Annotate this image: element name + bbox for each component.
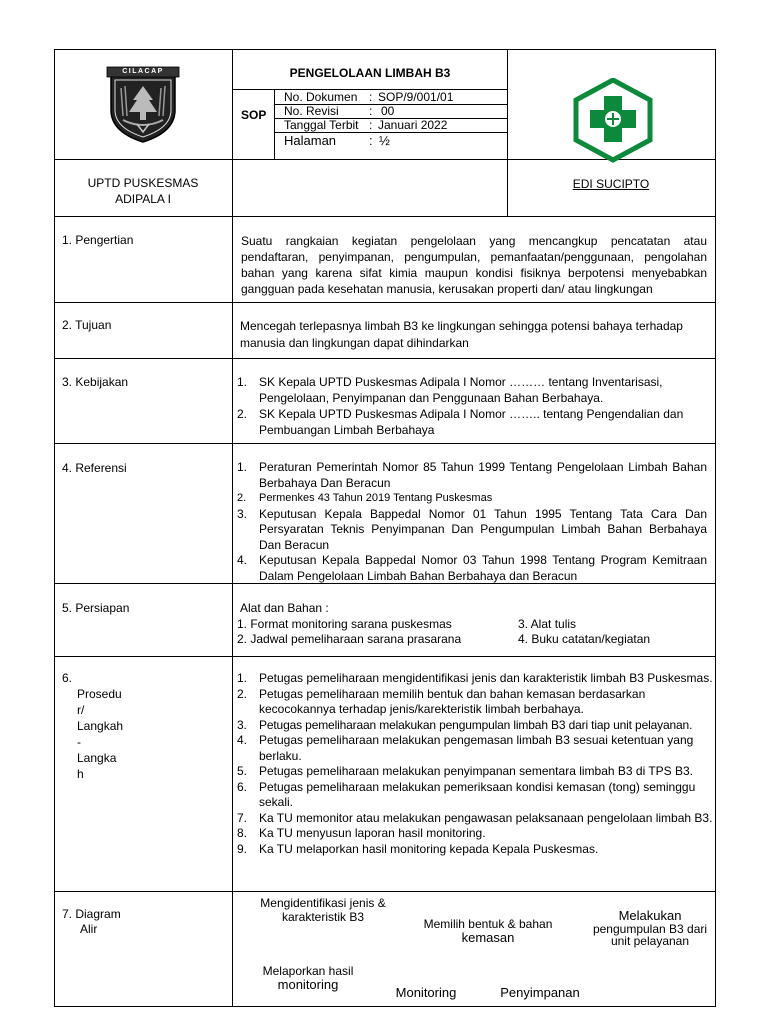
revision-label: No. Revisi [284, 104, 339, 118]
kebijakan-label: 3. Kebijakan [62, 375, 129, 389]
row-divider-kebijakan [54, 443, 716, 444]
flow-node-identify: Mengidentifikasi jenis & karakteristik B3 [260, 896, 386, 924]
row-divider-org [54, 216, 716, 217]
table-border-bottom [54, 1006, 716, 1007]
persiapan-item-1: 1. Format monitoring sarana puskesmas [237, 617, 452, 631]
list-item: 6. Petugas pemeliharaan melakukan pemeriksaan kondisi kemasan (tong) seminggu sekali. [237, 779, 696, 809]
table-border-top [54, 49, 716, 50]
sop-divider [274, 89, 275, 160]
page-sep: : [369, 133, 373, 148]
list-item: 2. Permenkes 43 Tahun 2019 Tentang Puskesmas [237, 492, 493, 504]
list-item: 4. Keputusan Kepala Bappedal Nomor 03 Tahun 1998 Tentang Program Kemitraan Dalam Pengelolaan Limbah Bahan Berbahaya dan Beracun [237, 553, 707, 583]
page-label: Halaman [284, 133, 337, 148]
sop-label: SOP [241, 108, 267, 122]
org-name-line2: ADIPALA I [115, 192, 171, 206]
list-item: 8. Ka TU menyusun laporan hasil monitoring. [237, 826, 486, 840]
prosedur-label-line: - [77, 735, 81, 749]
flow-node-report: Melaporkan hasil monitoring [262, 964, 354, 992]
signer-name: EDI SUCIPTO [572, 177, 650, 191]
prosedur-label-line: Langka [77, 751, 117, 765]
row-divider-pengertian [54, 302, 716, 303]
list-item: 5. Petugas pemeliharaan melakukan penyimpanan sementara limbah B3 di TPS B3. [237, 764, 694, 778]
list-item: 4. Petugas pemeliharaan melakukan pengemasan limbah B3 sesuai ketentuan yang berlaku. [237, 733, 694, 763]
prosedur-number: 6. [62, 671, 73, 685]
referensi-list [237, 460, 707, 584]
list-item: 2. Petugas pemeliharaan memilih bentuk dan bahan kemasan berdasarkan kecocokannya terhadap jenis/karekteristik limbah berbahaya. [237, 686, 646, 716]
row-divider-tujuan [54, 358, 716, 359]
doc-number-value: SOP/9/001/01 [378, 90, 454, 104]
list-item: 2. SK Kepala UPTD Puskesmas Adipala I Nomor …….. tentang Pengendalian dan Pembuangan Limbah Berbahaya [237, 407, 684, 437]
health-logo [570, 78, 656, 164]
tujuan-text: Mencegah terlepasnya limbah B3 ke lingkungan sehingga potensi bahaya terhadap manusia dan lingkungan dapat dihindarkan [240, 319, 683, 350]
table-border-right [715, 49, 716, 1007]
org-name-line1: UPTD PUSKESMAS [87, 176, 199, 190]
pengertian-text: Suatu rangkaian kegiatan pengelolaan yang mencangkup pencatatan atau pendaftaran, penyimpanan, pengumpulan, pemanfaatan/penggunaan, pengolahan bahan yang karena sifat kimia maupun kondisi fisiknya berpotensi menyebabkan gangguan pada kesehatan manusia, kerusakan properti dan/ atau lingkungan [241, 234, 707, 296]
green-cross-icon [570, 78, 656, 164]
persiapan-intro: Alat dan Bahan : [240, 601, 329, 615]
list-item: 1. Petugas pemeliharaan mengidentifikasi jenis dan karakteristik limbah B3 Puskesmas. [237, 671, 713, 685]
shield-emblem-icon [103, 66, 183, 144]
row-divider-prosedur [54, 891, 716, 892]
doc-number-label: No. Dokumen [284, 90, 358, 104]
referensi-label: 4. Referensi [62, 461, 127, 475]
issue-date-value: Januari 2022 [378, 118, 448, 132]
pengertian-label: 1. Pengertian [62, 233, 134, 247]
column-divider [232, 49, 233, 1007]
flow-node-monitoring: Monitoring [395, 985, 457, 1000]
persiapan-item-3: 3. Alat tulis [518, 617, 577, 631]
kebijakan-list [237, 374, 711, 438]
doc-number-sep: : [369, 90, 373, 104]
prosedur-list [237, 671, 713, 857]
flow-node-storage: Penyimpanan [500, 985, 580, 1000]
page-value: ½ [379, 133, 390, 148]
logo-text: CILACAP [122, 68, 164, 75]
prosedur-label-line: Prosedu [77, 687, 122, 701]
diagram-label: 7. Diagram [62, 907, 121, 921]
list-item: 9. Ka TU melaporkan hasil monitoring kepada Kepala Puskesmas. [237, 841, 599, 856]
flow-node-choose-packaging: Memilih bentuk & bahan kemasan [423, 917, 553, 945]
list-item: 1. SK Kepala UPTD Puskesmas Adipala I Nomor ……… tentang Inventarisasi, Pengelolaan, Penyimpanan dan Penggunaan Bahan Berbahaya. [237, 375, 663, 405]
flow-node-collect: Melakukan pengumpulan B3 dari unit pelayanan [592, 908, 708, 948]
revision-value: 00 [381, 104, 395, 118]
prosedur-label-line: Langkah [77, 719, 124, 733]
regency-logo [103, 66, 183, 144]
list-item: 3. Keputusan Kepala Bappedal Nomor 01 Tahun 1995 Tentang Tata Cara Dan Persyaratan Teknis Penyimpanan Dan Pengumpulan Limbah Bahan Berbahaya Dan Beracun [237, 506, 707, 552]
revision-sep: : [369, 104, 373, 118]
issue-date-sep: : [369, 118, 373, 132]
list-item: 1. Peraturan Pemerintah Nomor 85 Tahun 1999 Tentang Pengelolaan Limbah Bahan Berbahaya Dan Beracun [237, 460, 707, 490]
row-divider-persiapan [54, 656, 716, 657]
issue-date-label: Tanggal Terbit [284, 118, 359, 132]
persiapan-label: 5. Persiapan [62, 601, 130, 615]
persiapan-item-4: 4. Buku catatan/kegiatan [518, 632, 651, 646]
prosedur-label-line: h [77, 767, 84, 781]
diagram-label-line2: Alir [80, 922, 98, 936]
prosedur-label-line: r/ [77, 703, 85, 717]
document-title: PENGELOLAAN LIMBAH B3 [289, 66, 451, 80]
list-item: 3. Petugas pemeliharaan melakukan pengumpulan limbah B3 dari tiap unit pelayanan. [237, 717, 693, 732]
tujuan-label: 2. Tujuan [62, 318, 112, 332]
list-item: 7. Ka TU memonitor atau melakukan pengawasan pelaksanaan pengelolaan limbah B3. [237, 810, 713, 825]
persiapan-item-2: 2. Jadwal pemeliharaan sarana prasarana [237, 632, 462, 646]
